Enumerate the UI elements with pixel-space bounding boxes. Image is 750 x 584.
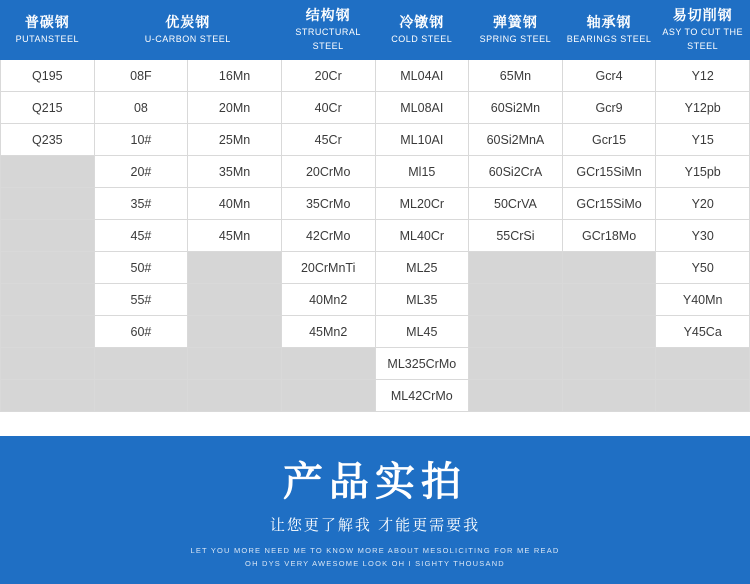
table-row	[1, 316, 750, 348]
table-cell-empty	[469, 252, 563, 284]
table-cell: ML25	[375, 252, 469, 284]
table-cell: 65Mn	[469, 60, 563, 92]
table-cell: Y12	[656, 60, 750, 92]
table-cell: 10#	[94, 124, 188, 156]
table-cell: 60Si2CrA	[469, 156, 563, 188]
table-cell-empty	[656, 348, 750, 380]
column-header-en: COLD STEEL	[391, 34, 453, 44]
column-header-cn: 结构钢	[305, 7, 351, 23]
table-cell: Ml15	[375, 156, 469, 188]
table-cell-empty	[562, 284, 656, 316]
column-header-structural-steel	[281, 1, 375, 60]
table-row	[1, 252, 750, 284]
column-header-en: PUTANSTEEL	[15, 34, 79, 44]
table-cell-empty	[469, 348, 563, 380]
table-row	[1, 220, 750, 252]
table-row	[1, 380, 750, 412]
table-cell: ML45	[375, 316, 469, 348]
table-row	[1, 348, 750, 380]
column-header-en: SPRING STEEL	[479, 34, 552, 44]
table-cell: 45Mn2	[281, 316, 375, 348]
banner-english-line-2: OH DYS VERY AWESOME LOOK OH I SIGHTY THOUSAND	[245, 559, 505, 568]
table-cell-empty	[562, 252, 656, 284]
table-cell: GCr15SiMn	[562, 156, 656, 188]
table-row	[1, 284, 750, 316]
table-cell: Y12pb	[656, 92, 750, 124]
table-head	[1, 1, 750, 60]
table-cell-empty	[562, 348, 656, 380]
table-cell: ML10AI	[375, 124, 469, 156]
table-cell: Y30	[656, 220, 750, 252]
column-header-en: ASY TO CUT THE STEEL	[662, 27, 744, 51]
table-cell: 60#	[94, 316, 188, 348]
column-header-cn: 易切削钢	[672, 7, 733, 23]
table-cell: 50#	[94, 252, 188, 284]
table-cell: 35CrMo	[281, 188, 375, 220]
table-body	[1, 60, 750, 412]
column-header-cn: 优炭钢	[165, 14, 211, 30]
table-cell-empty	[1, 156, 95, 188]
table-cell: 35#	[94, 188, 188, 220]
table-cell: Gcr4	[562, 60, 656, 92]
table-cell: Gcr9	[562, 92, 656, 124]
table-cell: 20CrMnTi	[281, 252, 375, 284]
column-header-cn: 弹簧钢	[492, 14, 538, 30]
table-cell-empty	[469, 284, 563, 316]
table-cell: 45Cr	[281, 124, 375, 156]
table-cell-empty	[94, 348, 188, 380]
table-cell-empty	[469, 316, 563, 348]
column-header-en: U-CARBON STEEL	[144, 34, 231, 44]
table-cell-empty	[469, 380, 563, 412]
table-cell: 16Mn	[188, 60, 282, 92]
table-row	[1, 188, 750, 220]
table-cell-empty	[1, 220, 95, 252]
table-cell: Y20	[656, 188, 750, 220]
banner-title: 产品实拍	[283, 460, 467, 504]
table-cell-empty	[562, 380, 656, 412]
table-cell: 40Cr	[281, 92, 375, 124]
table-cell-empty	[188, 252, 282, 284]
table-cell: 35Mn	[188, 156, 282, 188]
table-cell: 20Mn	[188, 92, 282, 124]
table-cell: ML325CrMo	[375, 348, 469, 380]
table-cell: ML40Cr	[375, 220, 469, 252]
column-header-cn: 普碳钢	[24, 14, 70, 30]
table-cell: Gcr15	[562, 124, 656, 156]
table-cell-empty	[281, 348, 375, 380]
table-cell: 20CrMo	[281, 156, 375, 188]
table-row	[1, 92, 750, 124]
table-row	[1, 124, 750, 156]
table-cell-empty	[1, 380, 95, 412]
banner-subtitle: 让您更了解我 才能更需要我	[269, 517, 481, 534]
banner-english-line-1: LET YOU MORE NEED ME TO KNOW MORE ABOUT MESOLICITING FOR ME READ	[190, 546, 560, 555]
table-cell: 20#	[94, 156, 188, 188]
table-cell: Y15	[656, 124, 750, 156]
table-cell-empty	[562, 316, 656, 348]
table-cell: Y40Mn	[656, 284, 750, 316]
table-cell: 08F	[94, 60, 188, 92]
table-cell-empty	[94, 380, 188, 412]
column-header-u-carbon-steel	[94, 1, 281, 60]
table-cell: ML35	[375, 284, 469, 316]
table-cell: 40Mn2	[281, 284, 375, 316]
table-cell-empty	[188, 284, 282, 316]
column-header-easy-to-cut-steel	[656, 1, 750, 60]
table-cell: 08	[94, 92, 188, 124]
table-cell: 55CrSi	[469, 220, 563, 252]
column-header-en: STRUCTURAL STEEL	[295, 27, 361, 51]
table-header-row	[1, 1, 750, 60]
table-cell-empty	[1, 284, 95, 316]
table-cell: 42CrMo	[281, 220, 375, 252]
table-cell-empty	[188, 316, 282, 348]
table-cell: Q235	[1, 124, 95, 156]
table-cell: 25Mn	[188, 124, 282, 156]
table-cell: GCr15SiMo	[562, 188, 656, 220]
product-photo-banner	[0, 436, 750, 584]
table-cell: Y50	[656, 252, 750, 284]
table-cell: 20Cr	[281, 60, 375, 92]
column-header-putansteel	[1, 1, 95, 60]
table-cell: 45Mn	[188, 220, 282, 252]
table-cell: Y45Ca	[656, 316, 750, 348]
table-cell: Q215	[1, 92, 95, 124]
table-cell-empty	[656, 380, 750, 412]
table-cell-empty	[188, 348, 282, 380]
table-cell: Q195	[1, 60, 95, 92]
table-cell: 55#	[94, 284, 188, 316]
table-cell-empty	[1, 188, 95, 220]
table-cell: 45#	[94, 220, 188, 252]
table-cell: 50CrVA	[469, 188, 563, 220]
table-row	[1, 60, 750, 92]
column-header-cn: 冷镦钢	[399, 14, 445, 30]
table-cell: 40Mn	[188, 188, 282, 220]
table-row	[1, 156, 750, 188]
table-cell: ML04AI	[375, 60, 469, 92]
table-cell-empty	[1, 316, 95, 348]
table-cell: ML08AI	[375, 92, 469, 124]
column-header-cn: 轴承钢	[586, 14, 632, 30]
column-header-cold-steel	[375, 1, 469, 60]
table-cell: 60Si2Mn	[469, 92, 563, 124]
table-cell: GCr18Mo	[562, 220, 656, 252]
table-cell: Y15pb	[656, 156, 750, 188]
column-header-bearings-steel	[562, 1, 656, 60]
table-cell-empty	[281, 380, 375, 412]
table-cell: ML42CrMo	[375, 380, 469, 412]
column-header-spring-steel	[469, 1, 563, 60]
table-cell: 60Si2MnA	[469, 124, 563, 156]
table-cell-empty	[1, 252, 95, 284]
column-header-en: BEARINGS STEEL	[566, 34, 652, 44]
table-cell-empty	[188, 380, 282, 412]
table-cell-empty	[1, 348, 95, 380]
table-cell: ML20Cr	[375, 188, 469, 220]
